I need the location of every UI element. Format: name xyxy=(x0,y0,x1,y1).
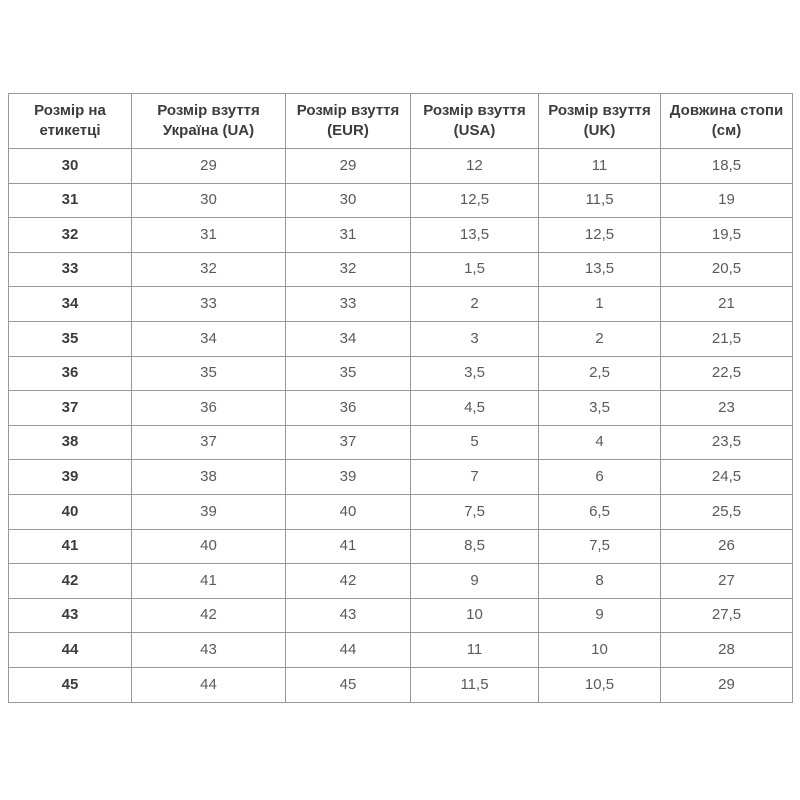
size-cell: 35 xyxy=(132,356,286,391)
size-cell: 4 xyxy=(539,425,661,460)
size-cell: 36 xyxy=(132,391,286,426)
size-cell: 24,5 xyxy=(661,460,793,495)
size-cell: 11 xyxy=(539,149,661,184)
size-cell: 43 xyxy=(132,633,286,668)
table-header xyxy=(9,94,793,149)
size-cell: 13,5 xyxy=(539,252,661,287)
size-cell: 10 xyxy=(539,633,661,668)
table-row xyxy=(9,494,793,529)
table-row xyxy=(9,633,793,668)
size-cell: 3,5 xyxy=(539,391,661,426)
table-row xyxy=(9,391,793,426)
table-row xyxy=(9,356,793,391)
size-cell: 34 xyxy=(132,321,286,356)
size-cell: 9 xyxy=(539,598,661,633)
size-cell: 32 xyxy=(286,252,411,287)
size-cell: 25,5 xyxy=(661,494,793,529)
size-cell: 10,5 xyxy=(539,667,661,702)
column-header: Розмір взуття Україна (UA) xyxy=(132,94,286,149)
size-cell: 7 xyxy=(411,460,539,495)
size-cell: 18,5 xyxy=(661,149,793,184)
size-cell: 39 xyxy=(132,494,286,529)
size-cell: 30 xyxy=(132,183,286,218)
size-cell: 27,5 xyxy=(661,598,793,633)
size-cell: 21,5 xyxy=(661,321,793,356)
size-cell: 19,5 xyxy=(661,218,793,253)
size-cell: 3 xyxy=(411,321,539,356)
size-cell: 31 xyxy=(286,218,411,253)
table-row xyxy=(9,460,793,495)
column-header: Розмір взуття (EUR) xyxy=(286,94,411,149)
size-cell: 12 xyxy=(411,149,539,184)
size-cell: 32 xyxy=(132,252,286,287)
size-cell: 27 xyxy=(661,564,793,599)
size-cell: 21 xyxy=(661,287,793,322)
size-cell: 29 xyxy=(286,149,411,184)
size-cell: 2 xyxy=(539,321,661,356)
column-header: Розмір взуття (UK) xyxy=(539,94,661,149)
size-cell: 2 xyxy=(411,287,539,322)
size-cell: 43 xyxy=(286,598,411,633)
size-cell: 11 xyxy=(411,633,539,668)
size-cell: 7,5 xyxy=(411,494,539,529)
table-row xyxy=(9,564,793,599)
label-size-cell: 38 xyxy=(9,425,132,460)
size-cell: 31 xyxy=(132,218,286,253)
size-cell: 36 xyxy=(286,391,411,426)
column-header: Розмір взуття (USA) xyxy=(411,94,539,149)
size-cell: 23 xyxy=(661,391,793,426)
table-body xyxy=(9,149,793,703)
size-cell: 3,5 xyxy=(411,356,539,391)
size-cell: 12,5 xyxy=(411,183,539,218)
table-row xyxy=(9,287,793,322)
label-size-cell: 45 xyxy=(9,667,132,702)
size-cell: 42 xyxy=(132,598,286,633)
size-cell: 33 xyxy=(132,287,286,322)
size-cell: 37 xyxy=(286,425,411,460)
table-row xyxy=(9,425,793,460)
size-cell: 10 xyxy=(411,598,539,633)
label-size-cell: 34 xyxy=(9,287,132,322)
column-header: Довжина стопи (см) xyxy=(661,94,793,149)
table-row xyxy=(9,529,793,564)
size-cell: 33 xyxy=(286,287,411,322)
size-cell: 6,5 xyxy=(539,494,661,529)
size-cell: 34 xyxy=(286,321,411,356)
size-cell: 13,5 xyxy=(411,218,539,253)
label-size-cell: 44 xyxy=(9,633,132,668)
size-cell: 12,5 xyxy=(539,218,661,253)
size-cell: 20,5 xyxy=(661,252,793,287)
label-size-cell: 33 xyxy=(9,252,132,287)
size-cell: 40 xyxy=(132,529,286,564)
label-size-cell: 32 xyxy=(9,218,132,253)
size-cell: 38 xyxy=(132,460,286,495)
size-cell: 5 xyxy=(411,425,539,460)
size-cell: 26 xyxy=(661,529,793,564)
label-size-cell: 36 xyxy=(9,356,132,391)
size-cell: 2,5 xyxy=(539,356,661,391)
shoe-size-conversion-table xyxy=(8,93,793,703)
size-cell: 19 xyxy=(661,183,793,218)
label-size-cell: 30 xyxy=(9,149,132,184)
size-cell: 22,5 xyxy=(661,356,793,391)
size-cell: 6 xyxy=(539,460,661,495)
size-cell: 30 xyxy=(286,183,411,218)
size-cell: 29 xyxy=(661,667,793,702)
size-cell: 9 xyxy=(411,564,539,599)
size-cell: 41 xyxy=(132,564,286,599)
size-cell: 23,5 xyxy=(661,425,793,460)
size-cell: 35 xyxy=(286,356,411,391)
size-cell: 1 xyxy=(539,287,661,322)
size-cell: 11,5 xyxy=(539,183,661,218)
size-cell: 29 xyxy=(132,149,286,184)
label-size-cell: 41 xyxy=(9,529,132,564)
size-cell: 42 xyxy=(286,564,411,599)
table-row xyxy=(9,598,793,633)
size-cell: 37 xyxy=(132,425,286,460)
table-row xyxy=(9,183,793,218)
size-cell: 11,5 xyxy=(411,667,539,702)
label-size-cell: 37 xyxy=(9,391,132,426)
size-cell: 45 xyxy=(286,667,411,702)
label-size-cell: 42 xyxy=(9,564,132,599)
label-size-cell: 43 xyxy=(9,598,132,633)
size-cell: 40 xyxy=(286,494,411,529)
table-row xyxy=(9,321,793,356)
size-cell: 7,5 xyxy=(539,529,661,564)
size-cell: 44 xyxy=(132,667,286,702)
label-size-cell: 35 xyxy=(9,321,132,356)
size-cell: 44 xyxy=(286,633,411,668)
table-row xyxy=(9,149,793,184)
table-row xyxy=(9,667,793,702)
size-cell: 4,5 xyxy=(411,391,539,426)
header-row xyxy=(9,94,793,149)
label-size-cell: 40 xyxy=(9,494,132,529)
size-cell: 39 xyxy=(286,460,411,495)
label-size-cell: 39 xyxy=(9,460,132,495)
label-size-cell: 31 xyxy=(9,183,132,218)
size-cell: 28 xyxy=(661,633,793,668)
size-cell: 8,5 xyxy=(411,529,539,564)
table-row xyxy=(9,252,793,287)
size-cell: 1,5 xyxy=(411,252,539,287)
column-header: Розмір на етикетці xyxy=(9,94,132,149)
table-row xyxy=(9,218,793,253)
size-cell: 8 xyxy=(539,564,661,599)
size-cell: 41 xyxy=(286,529,411,564)
